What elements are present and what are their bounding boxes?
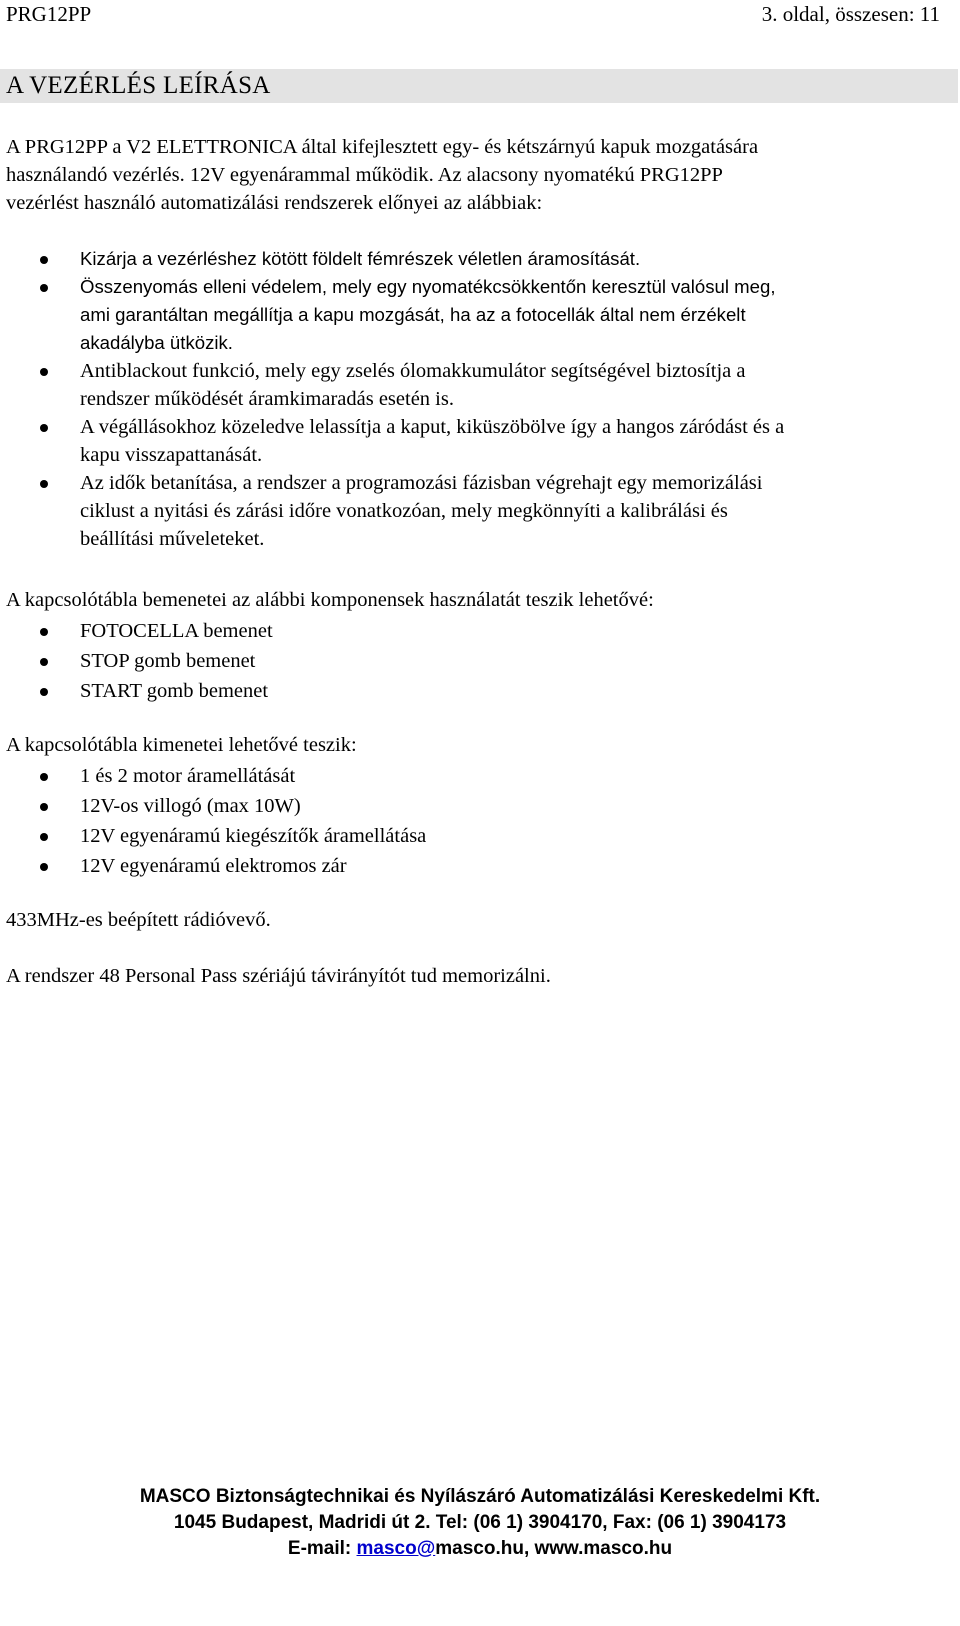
list-item-text: Az idők betanítása, a rendszer a programozási fázisban végrehajt egy memorizálási [80,472,763,494]
list-item [0,413,945,469]
list-item [0,273,945,357]
radio-text: 433MHz-es beépített rádióvevő. [6,909,271,931]
section-title: A VEZÉRLÉS LEÍRÁSA [0,69,958,103]
intro-line: vezérlést használó automatizálási rendszerek előnyei az alábbiak: [6,192,543,214]
list-item [0,792,945,822]
bullet-icon [40,256,48,264]
advantages-list [0,245,945,553]
bullet-icon [40,833,48,841]
list-item-text: STOP gomb bemenet [80,650,256,672]
list-item-text: Összenyomás elleni védelem, mely egy nyomatékcsökkentőn keresztül valósul meg, [80,276,776,297]
list-item [0,762,945,792]
list-item [0,852,945,882]
footer-address: 1045 Budapest, Madridi út 2. Tel: (06 1) 3904170, Fax: (06 1) 3904173 [173,1512,787,1533]
list-item-text: Antiblackout funkció, mely egy zselés ólomakkumulátor segítségével biztosítja a [80,360,746,382]
footer-email-label: E-mail: [287,1538,357,1559]
list-item-text: 1 és 2 motor áramellátását [80,765,296,787]
footer-contact [0,1536,960,1562]
list-item-text: Kizárja a vezérléshez kötött földelt fémrészek véletlen áramosítását. [80,248,641,269]
list-item-text: START gomb bemenet [80,680,269,702]
list-item-text: 12V-os villogó (max 10W) [80,795,301,817]
memory-text: A rendszer 48 Personal Pass szériájú távirányítót tud memorizálni. [6,965,551,987]
bullet-icon [40,688,48,696]
list-item-text: kapu visszapattanását. [80,444,263,466]
list-item-text: FOTOCELLA bemenet [80,620,273,642]
list-item-text: 12V egyenáramú kiegészítők áramellátása [80,825,427,847]
intro-paragraph [6,133,951,217]
intro-line: használandó vezérlés. 12V egyenárammal működik. Az alacsony nyomatékú PRG12PP [6,164,723,186]
bullet-icon [40,368,48,376]
list-item-text: A végállásokhoz közeledve lelassítja a kaput, kiküszöbölve így a hangos záródást és a [80,416,785,438]
list-item [0,677,945,707]
footer [0,1484,960,1562]
list-item [0,647,945,677]
outputs-intro: A kapcsolótábla kimenetei lehetővé teszik: [6,734,357,756]
list-item [0,822,945,852]
bullet-icon [40,803,48,811]
footer-web: masco.hu, www.masco.hu [435,1538,673,1559]
list-item [0,469,945,553]
list-item-text: ami garantáltan megállítja a kapu mozgását, ha az a fotocellák által nem érzékelt [80,304,746,325]
inputs-list [0,617,945,707]
bullet-icon [40,628,48,636]
bullet-icon [40,773,48,781]
list-item [0,245,945,273]
list-item-text: beállítási műveleteket. [80,528,265,550]
inputs-intro: A kapcsolótábla bemenetei az alábbi komponensek használatát teszik lehetővé: [6,589,654,611]
list-item [0,617,945,647]
bullet-icon [40,658,48,666]
list-item-text: rendszer működését áramkimaradás esetén is. [80,388,454,410]
bullet-icon [40,424,48,432]
page-number: 3. oldal, összesen: 11 [761,2,940,26]
footer-company: MASCO Biztonságtechnikai és Nyílászáró Automatizálási Kereskedelmi Kft. [139,1486,821,1507]
intro-line: A PRG12PP a V2 ELETTRONICA által kifejlesztett egy- és kétszárnyú kapuk mozgatására [6,136,759,158]
email-link[interactable]: masco@ [356,1538,436,1559]
bullet-icon [40,863,48,871]
outputs-list [0,762,945,882]
list-item-text: 12V egyenáramú elektromos zár [80,855,347,877]
bullet-icon [40,480,48,488]
list-item-text: ciklust a nyitási és zárási időre vonatkozóan, mely megkönnyíti a kalibrálási és [80,500,728,522]
list-item-text: akadályba ütközik. [80,332,233,353]
bullet-icon [40,284,48,292]
document-id: PRG12PP [6,2,92,26]
list-item [0,357,945,413]
